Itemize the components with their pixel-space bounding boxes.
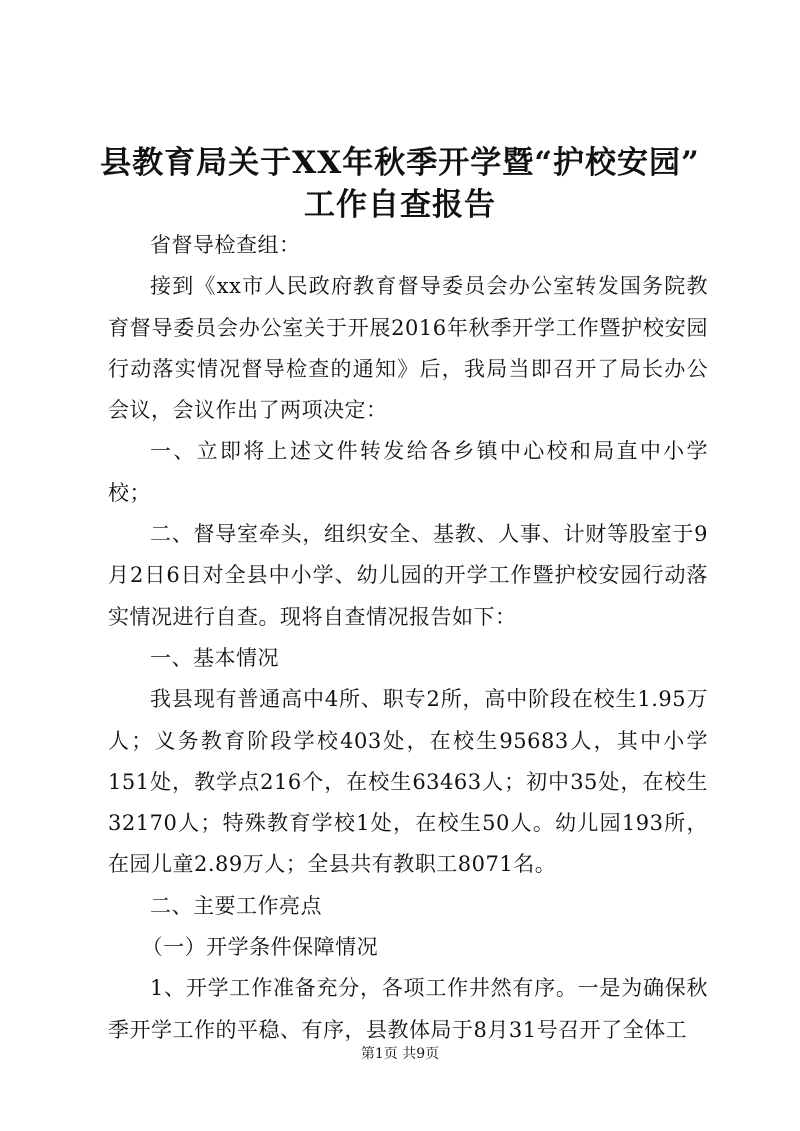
- paragraph-basic-info: 我县现有普通高中4所、职专2所，高中阶段在校生1.95万人；义务教育阶段学校403处，在校生95683人，其中小学151处，教学点216个，在校生63463人；初中35处，在校生32170人；特殊教育学校1处，在校生50人。幼儿园193所，在园儿童2.89万人；全县共有教职工8071名。: [108, 687, 708, 877]
- section-heading-basic: 一、基本情况: [150, 645, 279, 670]
- salutation: 省督导检查组：: [150, 233, 301, 257]
- page-footer: 第1页 共9页: [360, 1046, 440, 1062]
- document-title-line-1: 县教育局关于XX年秋季开学暨“护校安园”: [100, 145, 700, 181]
- paragraph-preparation: 1、开学工作准备充分，各项工作井然有序。一是为确保秋季开学工作的平稳、有序，县教体局于8月31号召开了全体工: [108, 976, 708, 1042]
- paragraph-intro: 接到《xx市人民政府教育督导委员会办公室转发国务院教育督导委员会办公室关于开展2016年秋季开学工作暨护校安园行动落实情况督导检查的通知》后，我局当即召开了局长办公会议，会议作出了两项决定：: [108, 274, 708, 423]
- paragraph-decision-1: 一、立即将上述文件转发给各乡镇中心校和局直中小学校；: [108, 439, 708, 505]
- document-title-line-2: 工作自查报告: [304, 187, 496, 223]
- subsection-heading-conditions: （一）开学条件保障情况: [141, 935, 379, 960]
- section-heading-highlights: 二、主要工作亮点: [150, 893, 322, 918]
- paragraph-decision-2: 二、督导室牵头，组织安全、基教、人事、计财等股室于9月2日6日对全县中小学、幼儿园的开学工作暨护校安园行动落实情况进行自查。现将自查情况报告如下：: [108, 522, 708, 629]
- document-body: [108, 225, 708, 1051]
